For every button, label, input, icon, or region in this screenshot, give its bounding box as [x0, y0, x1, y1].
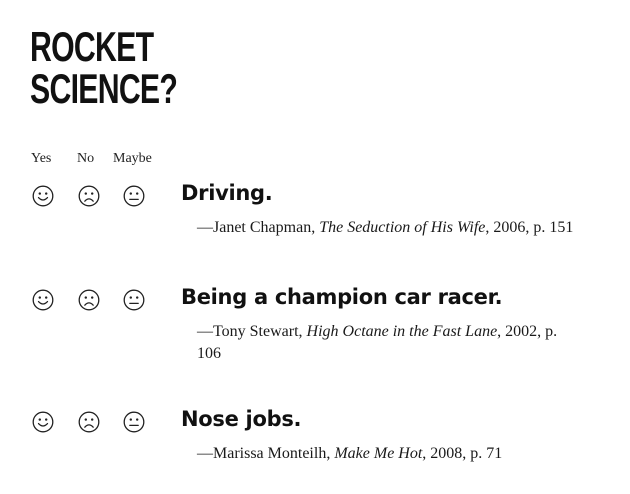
frowning-face-icon[interactable] — [78, 289, 100, 311]
title-line-2: SCIENCE? — [30, 65, 178, 112]
smiley-face-icon[interactable] — [32, 185, 54, 207]
entry-headline: Driving. — [181, 181, 273, 205]
entry-headline: Nose jobs. — [181, 407, 302, 431]
entry-citation — [197, 217, 607, 239]
citation-work-title: The Seduction of His Wife — [319, 219, 486, 236]
citation-details: , 2006, p. 151 — [485, 219, 574, 236]
column-header-no: No — [77, 151, 95, 166]
citation-author: —Tony Stewart, — [197, 323, 307, 340]
column-header-maybe: Maybe — [113, 151, 152, 166]
citation-details: , 2008, p. 71 — [422, 445, 503, 462]
frowning-face-icon[interactable] — [78, 185, 100, 207]
frowning-face-icon[interactable] — [78, 411, 100, 433]
entry-citation — [197, 443, 607, 465]
citation-work-title: Make Me Hot — [334, 445, 423, 462]
citation-details: , 2002, p. 106 — [197, 323, 558, 362]
smiley-face-icon[interactable] — [32, 411, 54, 433]
citation-author: —Janet Chapman, — [197, 219, 320, 236]
page-title — [30, 23, 196, 112]
column-header-yes: Yes — [31, 151, 52, 166]
neutral-face-icon[interactable] — [123, 185, 145, 207]
citation-author: —Marissa Monteilh, — [197, 445, 335, 462]
title-line-1: ROCKET — [30, 23, 154, 70]
neutral-face-icon[interactable] — [123, 411, 145, 433]
entry-headline: Being a champion car racer. — [181, 285, 503, 309]
citation-work-title: High Octane in the Fast Lane — [306, 323, 498, 340]
entry-citation — [197, 321, 577, 365]
neutral-face-icon[interactable] — [123, 289, 145, 311]
smiley-face-icon[interactable] — [32, 289, 54, 311]
